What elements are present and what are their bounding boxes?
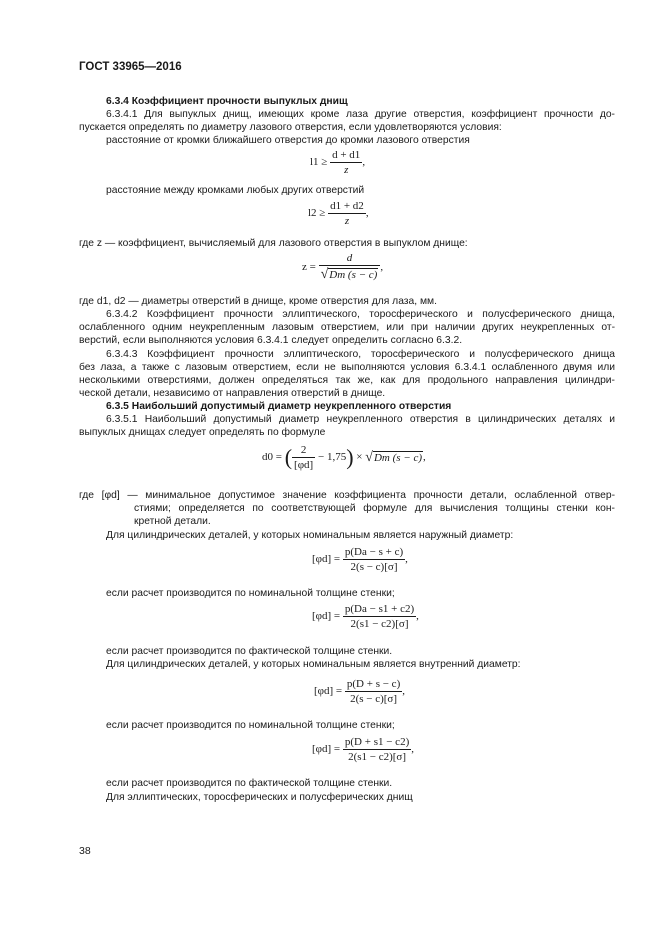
denominator: √Dm (s − c) (320, 267, 378, 282)
denominator: 2(s − c)[σ] (350, 693, 398, 705)
denominator: 2(s1 − c2)[σ] (350, 618, 409, 630)
formula-lhs: l2 ≥ (308, 207, 326, 220)
page-number: 38 (79, 845, 91, 857)
numerator: p(D + s − c) (346, 678, 401, 690)
text-line: если расчет производится по номинальной толщине стенки; (106, 588, 395, 599)
numerator: p(D + s1 − c2) (344, 736, 410, 748)
formula-phi-2: [φd] = $\frac{p(Da - s1 + c2)}{2(s1 - c2)[\sigma]}$ , (312, 603, 419, 630)
numerator: 2 (292, 444, 315, 458)
formula-lhs: z = (302, 261, 316, 274)
formula-term: − 1,75 (317, 451, 347, 464)
text-line: верстий, если выполняются условия 6.3.4.1 следует определить согласно 6.3.2. (79, 335, 463, 346)
text-line: где [φd] — минимальное допустимое значение коэффициента прочности детали, ослабленной отвер- (79, 490, 615, 501)
fraction (328, 200, 366, 227)
formula-l1: l1 ≥ $\frac{d + d1}{z}$ , (310, 149, 366, 176)
numerator: p(Da − s + c) (344, 546, 404, 558)
denominator: 2(s1 − c2)[σ] (348, 751, 407, 763)
text-line: Для эллиптических, торосферических и полусферических днищ (106, 792, 413, 803)
formula-lhs: [φd] = (312, 553, 341, 566)
fraction (343, 736, 411, 763)
fraction (319, 252, 381, 283)
fraction (343, 546, 405, 573)
fraction (345, 678, 402, 705)
formula-l2: l2 ≥ $\frac{d1 + d2}{z}$ , (308, 200, 369, 227)
document-header: ГОСТ 33965—2016 (79, 61, 182, 73)
denominator: z (344, 164, 349, 176)
text-line: 6.3.4.2 Коэффициент прочности эллиптического, торосферического и полусферического днища, (106, 309, 615, 320)
formula-lhs: d0 = (262, 451, 282, 464)
text-line: где d1, d2 — диаметры отверстий в днище, кроме отверстия для лаза, мм. (79, 296, 437, 307)
formula-z: z = $\frac{d}{√Dm (s - c)}$ , (302, 252, 384, 282)
text-line: 6.3.4.3 Коэффициент прочности эллиптического, торосферического и полусферического днища (106, 349, 615, 360)
text-line: ослабленного одним неукрепленным лазовым отверстием, или при наличии других неукрепленных от- (79, 322, 615, 333)
formula-lhs: [φd] = (312, 610, 341, 623)
denominator: [φd] (294, 459, 314, 471)
formula-lhs: [φd] = (314, 685, 343, 698)
denominator: 2(s − c)[σ] (350, 561, 398, 573)
formula-d0: d0 = ( $\frac{2}{[\varphi d]}$ − 1,75) × √Dm (s − c), (262, 444, 426, 471)
text-line: 6.3.4.1 Для выпуклых днищ, имеющих кроме лаза другие отверстия, коэффициент прочности до- (106, 109, 615, 120)
text-line: пускается определять по диаметру лазового отверстия, если удовлетворяются условия: (79, 122, 502, 133)
text-line: если расчет производится по фактической толщине стенки. (106, 778, 393, 789)
text-line: где z — коэффициент, вычисляемый для лазового отверстия в выпуклом днище: (79, 238, 468, 249)
text-line: Для цилиндрических деталей, у которых номинальным является внутренний диаметр: (106, 659, 521, 670)
text-line: кретной детали. (134, 516, 211, 527)
fraction (343, 603, 416, 630)
formula-phi-4: [φd] = $\frac{p(D + s1 - c2)}{2(s1 - c2)[\sigma]}$ , (312, 736, 414, 763)
numerator: d1 + d2 (330, 200, 364, 212)
text-line: если расчет производится по фактической толщине стенки. (106, 646, 393, 657)
denominator: z (344, 215, 350, 227)
text-line: Для цилиндрических деталей, у которых номинальным является наружный диаметр: (106, 530, 514, 541)
root-argument: Dm (s − c) (329, 269, 378, 281)
text-line: расстояние между кромками любых других отверстий (106, 185, 365, 196)
formula-phi-1: [φd] = $\frac{p(Da - s + c)}{2(s - c)[\sigma]}$ , (312, 546, 408, 573)
text-line: расстояние от кромки ближайшего отверстия до кромки лазового отверстия (106, 135, 470, 146)
text-line: 6.3.5.1 Наибольший допустимый диаметр неукрепленного отверстия в цилиндрических деталях и (106, 414, 615, 425)
text-line: несколькими отверстиями, должен определяться так же, как для продольного направления цилиндри- (79, 375, 615, 386)
numerator: d (319, 252, 381, 266)
root-argument: Dm (s − c) (373, 451, 422, 464)
section-heading: 6.3.4 Коэффициент прочности выпуклых днищ (106, 96, 348, 107)
fraction (292, 444, 315, 471)
text-line: выпуклых днищах следует определять по формуле (79, 427, 326, 438)
text-line: без лаза, а также с лазовым отверстием, если не выполняются условия 6.3.4.1 ослабленного двумя или (79, 362, 615, 373)
section-heading: 6.3.5 Наибольший допустимый диаметр неукрепленного отверстия (106, 401, 452, 412)
text-line: ческой детали, независимо от направления отверстий в днище. (79, 388, 386, 399)
fraction (330, 149, 362, 176)
formula-lhs: [φd] = (312, 743, 341, 756)
text-line: стиями; определяется по соответствующей формуле для вычисления толщины стенки кон- (134, 503, 615, 514)
numerator: p(Da − s1 + c2) (344, 603, 415, 615)
text-line: если расчет производится по номинальной толщине стенки; (106, 720, 395, 731)
numerator: d + d1 (332, 149, 361, 161)
formula-phi-3: [φd] = $\frac{p(D + s - c)}{2(s - c)[\sigma]}$ , (314, 678, 405, 705)
formula-lhs: l1 ≥ (310, 156, 328, 169)
